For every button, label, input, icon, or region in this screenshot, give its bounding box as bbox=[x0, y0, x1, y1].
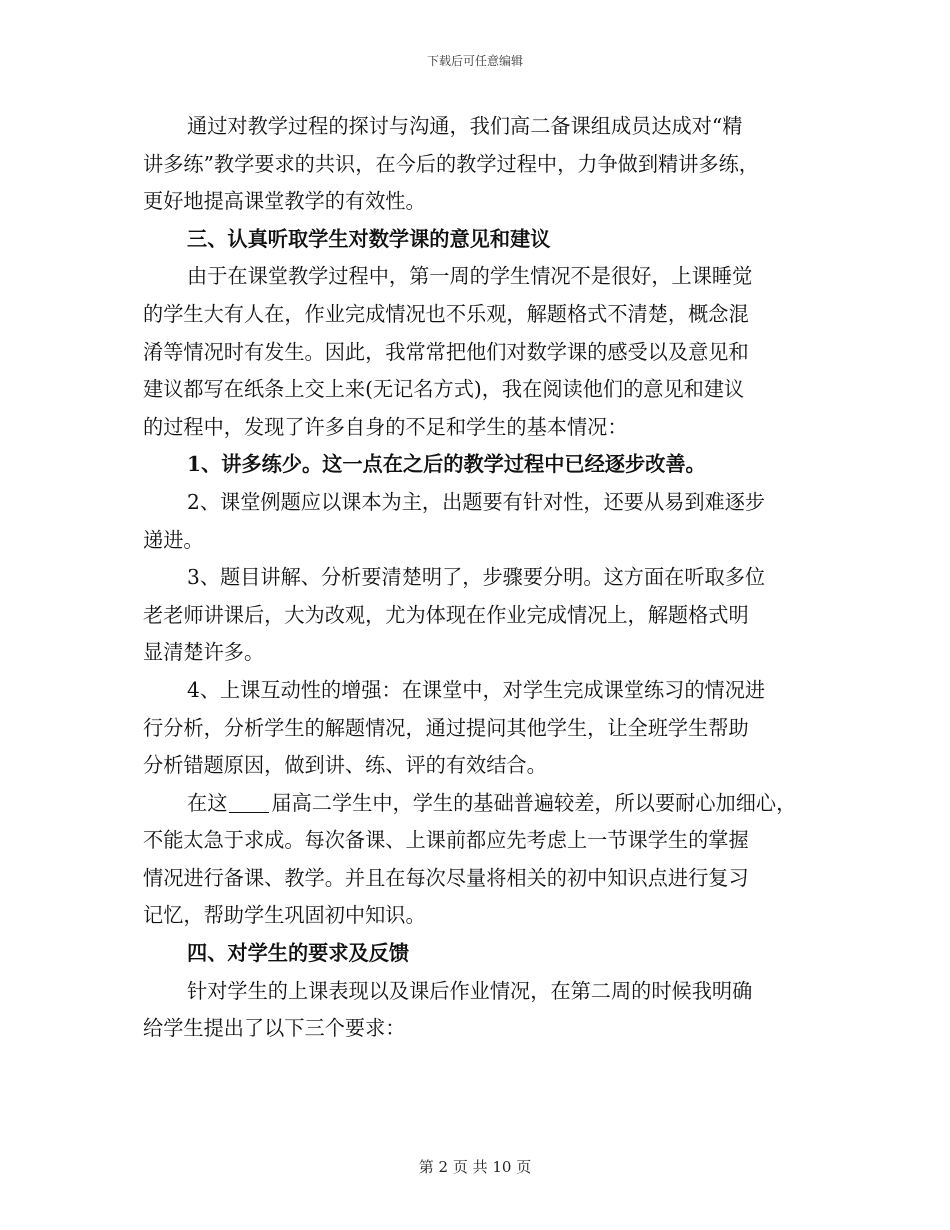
paragraph-line: 淆等情况时有发生。因此，我常常把他们对数学课的感受以及意见和 bbox=[143, 339, 749, 364]
list-item-4: 4、上课互动性的增强：在课堂中，对学生完成课堂练习的情况进 bbox=[187, 677, 766, 702]
section-heading-3: 三、认真听取学生对数学课的意见和建议 bbox=[187, 226, 551, 251]
paragraph-line: 更好地提高课堂教学的有效性。 bbox=[143, 189, 426, 214]
paragraph-line: 分析错题原因，做到讲、练、评的有效结合。 bbox=[143, 753, 547, 778]
page-footer: 第 2 页 共 10 页 bbox=[418, 1158, 532, 1176]
paragraph-line: 递进。 bbox=[143, 527, 204, 552]
paragraph-line: 讲多练”教学要求的共识，在今后的教学过程中，力争做到精讲多练， bbox=[143, 151, 759, 176]
fill-in-blank bbox=[229, 794, 269, 813]
paragraph-line: 针对学生的上课表现以及课后作业情况，在第二周的时候我明确 bbox=[187, 978, 753, 1003]
list-item-1: 1、讲多练少。这一点在之后的教学过程中已经逐步改善。 bbox=[187, 452, 706, 477]
paragraph-line: 行分析，分析学生的解题情况，通过提问其他学生，让全班学生帮助 bbox=[143, 715, 749, 740]
text-before-blank: 在这 bbox=[187, 790, 228, 815]
paragraph-line: 老老师讲课后，大为改观，尤为体现在作业完成情况上，解题格式明 bbox=[143, 602, 749, 627]
paragraph-line: 由于在课堂教学过程中，第一周的学生情况不是很好，上课睡觉 bbox=[187, 264, 753, 289]
list-item-3: 3、题目讲解、分析要清楚明了，步骤要分明。这方面在听取多位 bbox=[187, 565, 766, 590]
list-item-2: 2、课堂例题应以课本为主，出题要有针对性，还要从易到难逐步 bbox=[187, 489, 766, 514]
paragraph-line: 通过对教学过程的探讨与沟通，我们高二备课组成员达成对“精 bbox=[187, 114, 743, 138]
paragraph-line-with-blank bbox=[143, 785, 823, 823]
paragraph-line: 显清楚许多。 bbox=[143, 640, 265, 665]
paragraph-line: 建议都写在纸条上交上来(无记名方式)，我在阅读他们的意见和建议 bbox=[143, 377, 745, 402]
paragraph-line: 的过程中，发现了许多自身的不足和学生的基本情况： bbox=[143, 414, 628, 439]
paragraph-line: 记忆，帮助学生巩固初中知识。 bbox=[143, 903, 426, 928]
text-after-blank: 届高二学生中，学生的基础普遍较差，所以要耐心加细心， bbox=[271, 790, 797, 815]
section-heading-4: 四、对学生的要求及反馈 bbox=[187, 941, 410, 966]
page-header: 下载后可任意编辑 bbox=[426, 54, 523, 68]
paragraph-line: 情况进行备课、教学。并且在每次尽量将相关的初中知识点进行复习 bbox=[143, 865, 749, 890]
document-body bbox=[143, 108, 823, 1048]
paragraph-line: 给学生提出了以下三个要求： bbox=[143, 1016, 406, 1041]
paragraph-line: 的学生大有人在，作业完成情况也不乐观，解题格式不清楚，概念混 bbox=[143, 301, 749, 326]
paragraph-line: 不能太急于求成。每次备课、上课前都应先考虑上一节课学生的掌握 bbox=[143, 828, 749, 853]
